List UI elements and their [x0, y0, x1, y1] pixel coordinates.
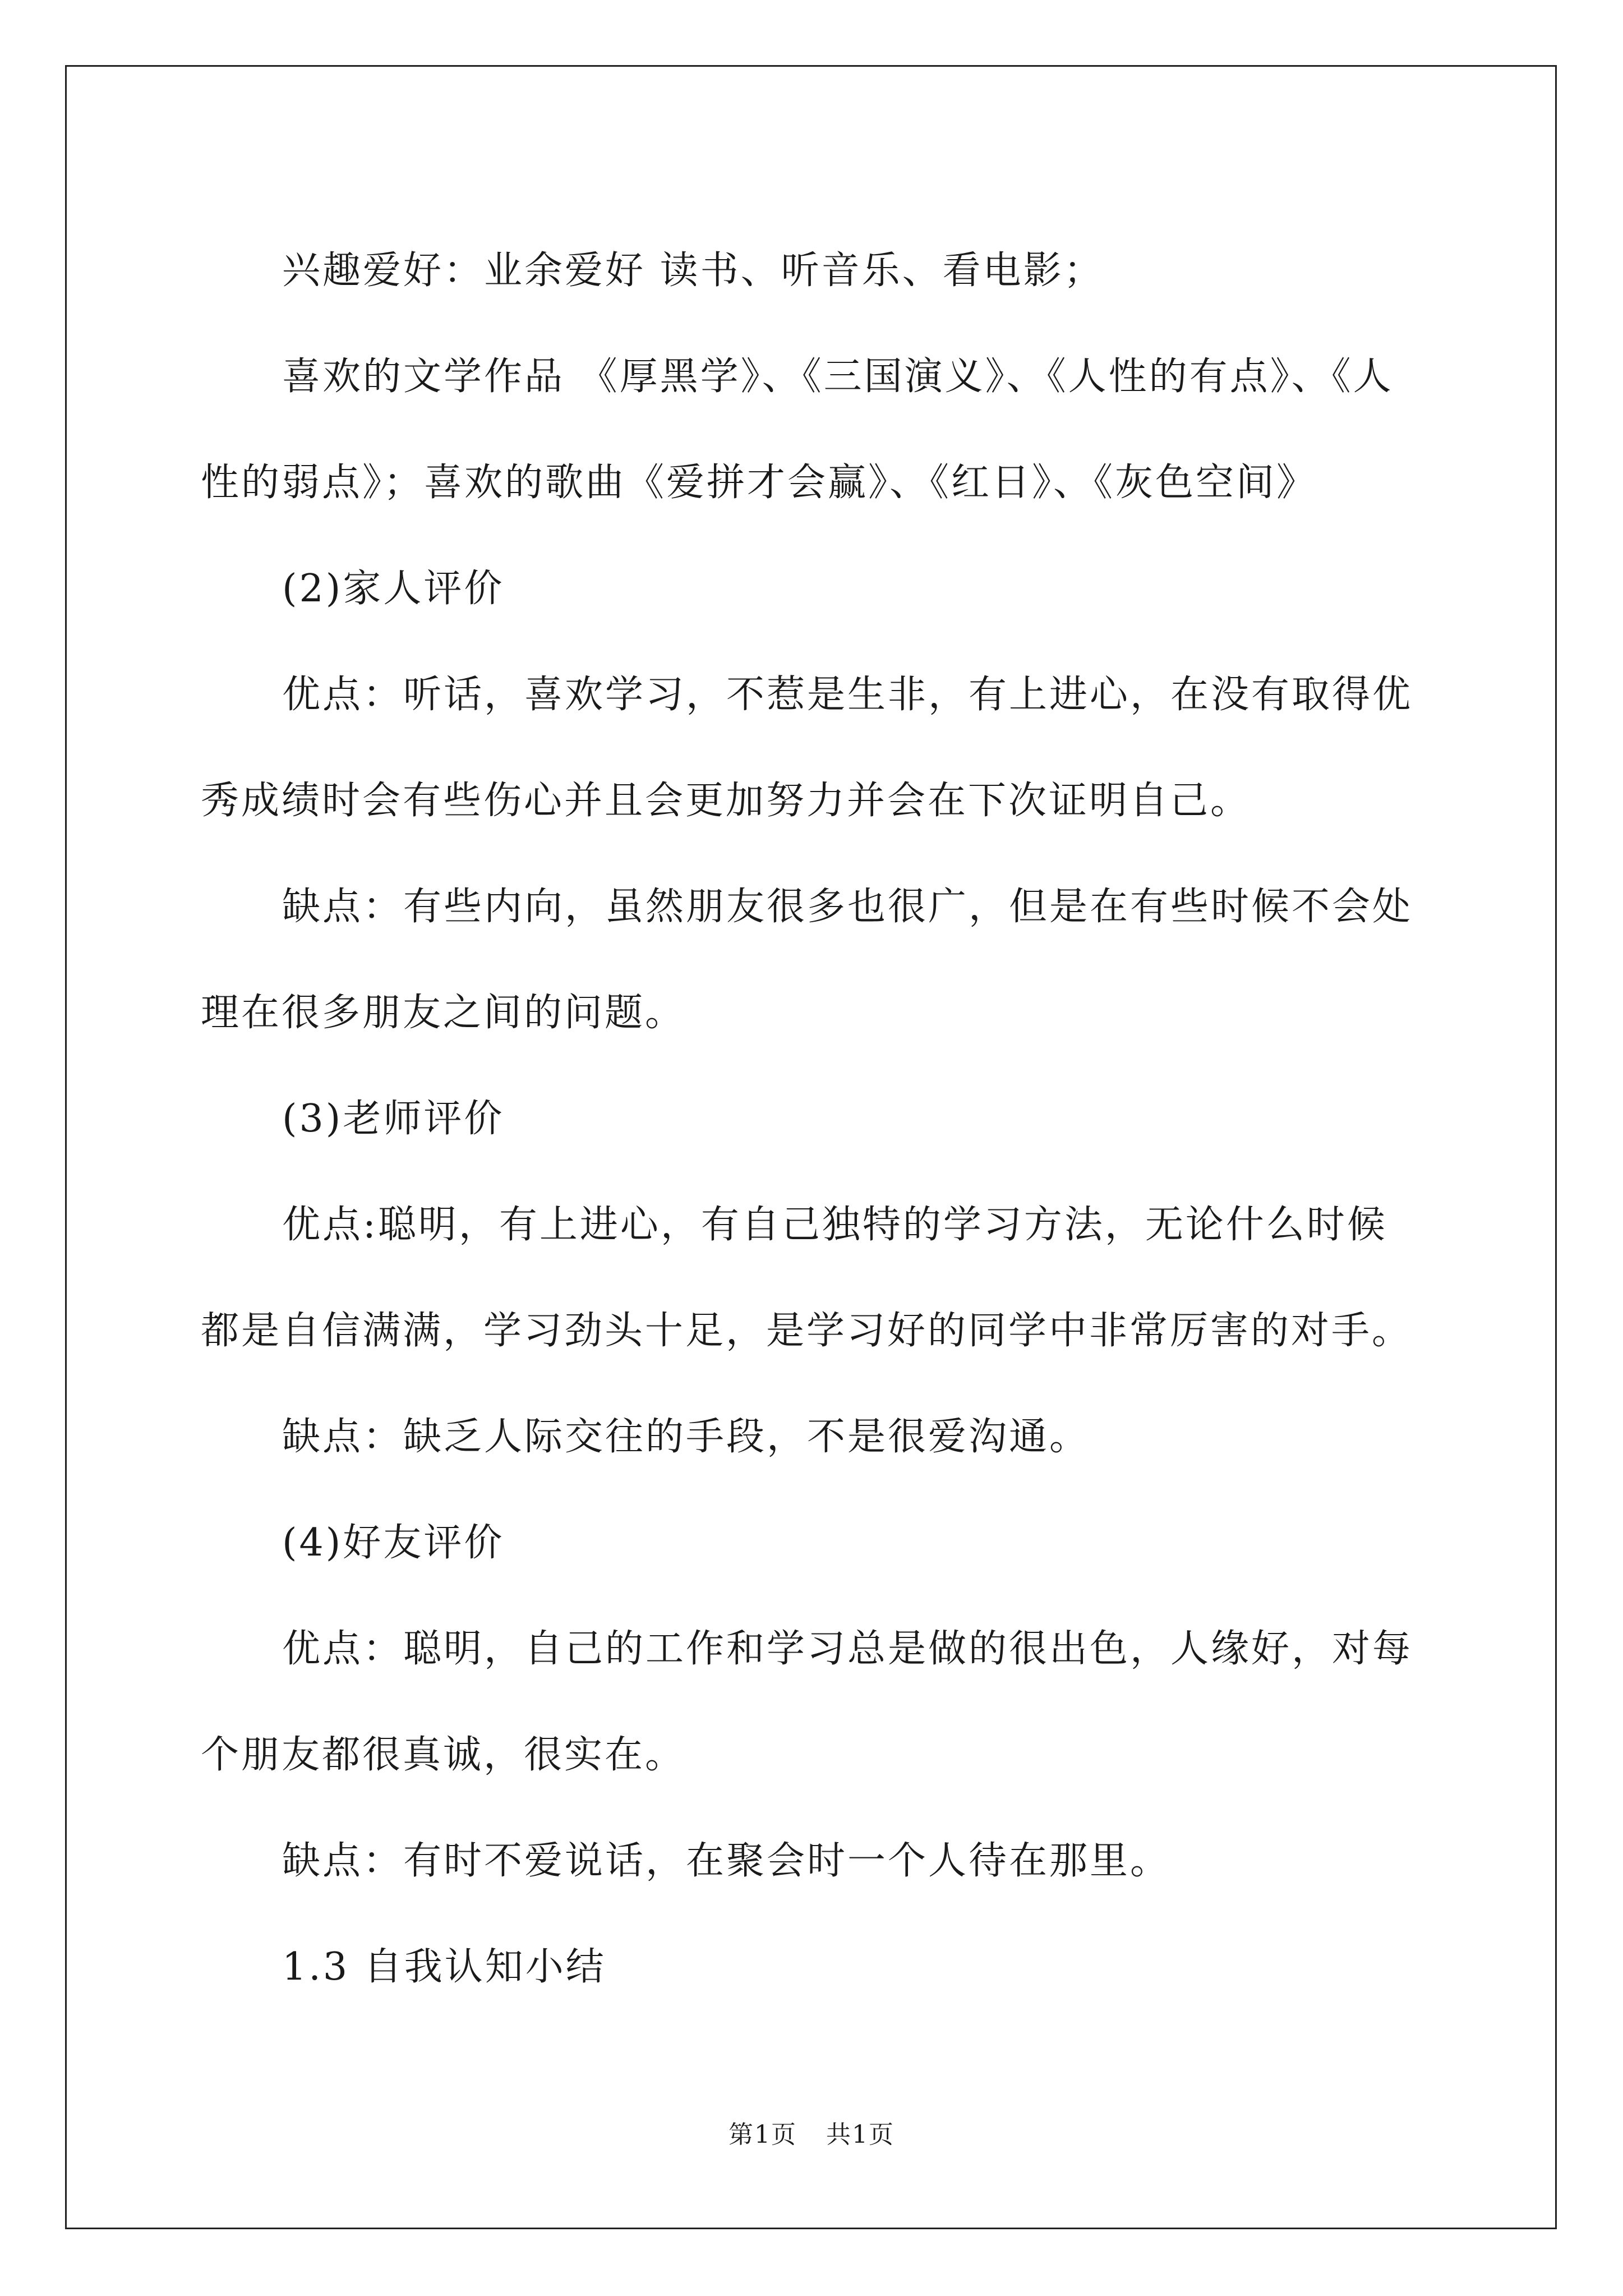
- heading-self-summary: 1.3 自我认知小结: [282, 1945, 606, 1989]
- paragraph-family-pros: 优点：听话，喜欢学习，不惹是生非，有上进心，在没有取得优秀成绩时会有些伤心并且会更加努力并会在下次证明自己。: [201, 673, 1413, 823]
- page-number: 第1页: [728, 2120, 797, 2149]
- paragraph-teacher-pros: 优点:聪明，有上进心，有自己独特的学习方法，无论什么时候都是自信满满，学习劲头十足，是学习好的同学中非常厉害的对手。: [201, 1203, 1413, 1353]
- paragraph-teacher-cons: 缺点：缺乏人际交往的手段，不是很爱沟通。: [282, 1415, 1090, 1459]
- heading-teacher-review: (3)老师评价: [282, 1097, 505, 1141]
- paragraph-favorite-works: 喜欢的文学作品 《厚黑学》、《三国演义》、《人性的有点》、《人性的弱点》；喜欢的歌曲《爱拼才会赢》、《红日》、《灰色空间》: [201, 355, 1394, 505]
- page-footer: [0, 2118, 1623, 2152]
- heading-friend-review: (4)好友评价: [282, 1521, 505, 1565]
- paragraph-friend-pros: 优点：聪明，自己的工作和学习总是做的很出色，人缘好，对每个朋友都很真诚，很实在。: [201, 1627, 1413, 1777]
- document-body: [201, 218, 1421, 2020]
- paragraph-hobbies: 兴趣爱好：业余爱好 读书、听音乐、看电影；: [282, 249, 1104, 293]
- paragraph-friend-cons: 缺点：有时不爱说话，在聚会时一个人待在那里。: [282, 1839, 1171, 1883]
- heading-family-review: (2)家人评价: [282, 567, 505, 611]
- page-total: 共1页: [826, 2120, 895, 2149]
- paragraph-family-cons: 缺点：有些内向，虽然朋友很多也很广，但是在有些时候不会处理在很多朋友之间的问题。: [201, 885, 1413, 1035]
